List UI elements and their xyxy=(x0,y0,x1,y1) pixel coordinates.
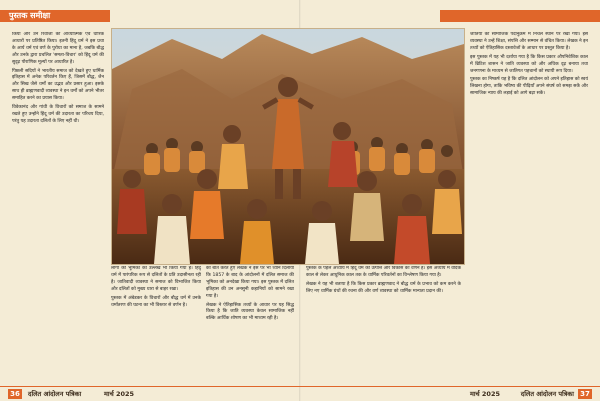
footer-magazine-name: दलित आंदोलन पत्रिका xyxy=(28,390,82,398)
text-column-2 xyxy=(111,266,201,380)
paragraph: की बात करते हुए लेखक ने इस पर भी ध्यान दिलाया कि 1857 के बाद के आंदोलनों में दलित समाज की भूमिका को अनदेखा किया गया। इस पुस्तक में दलित इतिहास की उन अनसुनी कहानियों को सामने रखा गया है। xyxy=(206,266,294,299)
text-column-5 xyxy=(470,32,588,382)
text-column-1 xyxy=(12,32,104,382)
text-column-3 xyxy=(206,266,294,380)
page-number-right: 37 xyxy=(578,389,592,399)
footer-magazine-name: दलित आंदोलन पत्रिका xyxy=(520,390,574,398)
page-footer xyxy=(0,382,600,401)
section-header xyxy=(0,10,110,22)
paragraph: लेखक ने ऐतिहासिक तथ्यों के आधार पर यह सिद्ध किया है कि जाति व्यवस्था केवल सामाजिक नहीं बल्कि आर्थिक शोषण का भी माध्यम रही है। xyxy=(206,302,294,322)
header-bar-right xyxy=(440,10,600,22)
paragraph: पुस्तक के पहले अध्याय में हिंदू धर्म की उत्पत्ति और विकास का वर्णन है। इस अध्याय में वैदिक काल से लेकर आधुनिक काल तक के धार्मिक परिवर्तनों का विश्लेषण किया गया है। xyxy=(306,266,461,278)
paragraph: इस पुस्तक में यह भी दर्शाया गया है कि किस प्रकार औपनिवेशिक काल में ब्रिटिश शासन ने जाति व्यवस्था को और अधिक दृढ़ बनाया तथा जनगणना के माध्यम से जातिगत पहचानों को स्थायी रूप दिया। xyxy=(470,54,588,74)
footer-date: मार्च 2025 xyxy=(104,390,135,398)
section-title: पुस्तक समीक्षा xyxy=(9,11,51,20)
paragraph: किया और उन रिवाजों को आध्यात्मिक एवं धीरिक आधारों पर प्रतिष्ठित किया। इतनी हिंदू धर्म ने इस प्रथा के आर्य धर्म एवं वर्ण के पुरोधा का माना है, जबकि बौद्ध और उनके द्वारा प्रचलित 'समता-विचार' को हिंदू धर्म की सुदृढ़ पौराणिक मूल्यों पर आधारित है। xyxy=(12,32,104,65)
paragraph: पुस्तक में अंबेडकर के विचारों और बौद्ध धर्म में उनके धर्मांतरण की घटना का भी विस्तार से वर्णन है। xyxy=(111,295,201,308)
paragraph: जातियों को सामाजिक पदानुक्रम में निचले स्थान पर रखा गया। इस व्यवस्था ने उन्हें शिक्षा, संपत्ति और सम्मान से वंचित किया। लेखक ने इन तथ्यों को ऐतिहासिक दस्तावेजों के आधार पर प्रस्तुत किया है। xyxy=(470,32,588,51)
paragraph: लोगों की भूमिका का उल्लेख भी किया गया है। हिंदू धर्म में पारंपरिक रूप से दलितों के प्रति उदासीनता रही है। जातिवादी व्यवस्था ने समाज को विभाजित किया और दलितों को मुख्य धारा से बाहर रखा। xyxy=(111,266,201,292)
paragraph: पिछली सदियों ने भारतीय समाज को देखते हुए धार्मिक इतिहास में अनेक परिवर्तन किए हैं, जिसमें बौद्ध, जैन और सिख जैसे धर्मों का उद्भव और प्रसार हुआ। इसके साथ ही ब्राह्मणवादी व्यवस्था ने इन धर्मों को अपने भीतर समाहित करने का प्रयास किया। xyxy=(12,68,104,102)
paragraph: पुस्तक का निष्कर्ष यह है कि दलित आंदोलन को अपने इतिहास को स्वयं लिखना होगा, ताकि भविष्य की पीढ़ियाँ अपने संघर्ष को समझ सकें और सामाजिक न्याय की लड़ाई को आगे बढ़ा सकें। xyxy=(470,77,588,97)
footer-date: मार्च 2025 xyxy=(469,390,500,398)
page-number-left: 36 xyxy=(8,389,22,399)
paragraph: लेखक ने यह भी बताया है कि किस प्रकार ब्राह्मणवाद ने बौद्ध धर्म के प्रभाव को कम करने के लिए नए धार्मिक ग्रंथों की रचना की और वर्ण व्यवस्था को धार्मिक मान्यता प्रदान की। xyxy=(306,281,461,294)
book-illustration xyxy=(111,28,465,265)
footer-right xyxy=(300,386,600,399)
text-column-4 xyxy=(306,266,461,380)
paragraph: विवेकानंद और गांधी के विचारों को समाज के सामने रखते हुए उन्होंने हिंदू धर्म की उदारता का परिचय दिया, परंतु यह उदारता दलितों के लिए नहीं थी। xyxy=(12,105,104,124)
footer-left xyxy=(0,386,300,399)
